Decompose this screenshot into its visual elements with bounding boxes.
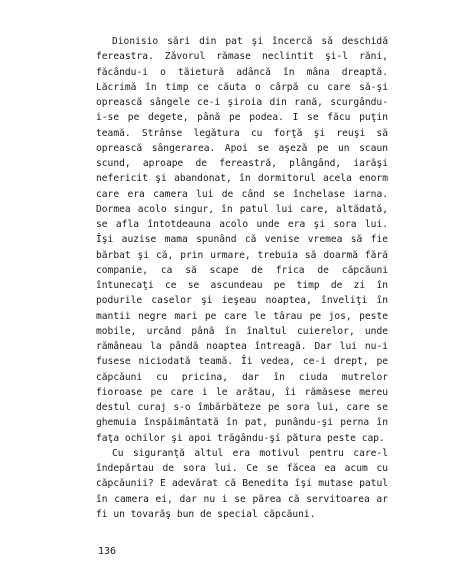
paragraph-2: Cu siguranţă altul era motivul pentru care-l îndepărtau de sora lui. Ce se făcea ea acum cu căpcăunii? E adevărat că Benedita îşi mutase patul în camera ei, dar nu i se părea că servitoarea ar fi un tovarăş bun de special căpcăuni. (96, 447, 388, 520)
page-number: 136 (98, 546, 117, 557)
body-text (96, 34, 388, 522)
paragraph-1: Dionisio sări din pat şi încercă să deschidă fereastra. Zăvorul rămase neclintit şi-l răni, făcându-i o tăietură adâncă în mâna dreaptă. Lăcrimă în timp ce căuta o cârpă cu care să-şi oprească sângele ce-i şiroia din rană, scurgându-i-se pe degete, până pe podea. I se făcu puţin teamă. Strânse legătura cu forţă şi reuşi să oprească sângerarea. Apoi se aşeză pe un scaun scund, aproape de fereastră, plângând, iarăşi nefericit şi abandonat, în dormitorul acela enorm care era camera lui de când se închelase iarna. Dormea acolo singur, în patul lui care, altădată, se afla întotdeauna acolo unde era şi sora lui. Îşi auzise mama spunând că venise vremea să fie bărbat şi că, prin urmare, trebuia să doarmă fără companie, ca să scape de frica de căpcăuni întunecaţi ce se ascundeau pe timp de zi în podurile caselor şi ieşeau noaptea, înveliţi în mantii negre mari pe care le târau pe jos, peste mobile, urcând până în înaltul cuierelor, unde rămâneau la pândă noaptea întreagă. Dar lui nu-i fusese niciodată teamă. Îi vedea, ce-i drept, pe căpcăuni cu pricina, dar în ciuda mutrelor fioroase pe care i le arătau, îi rămăsese mereu destul curaj s-o îmbărbăteze pe sora lui, care se ghemuia înspăimântată în pat, punându-şi perna în faţa ochilor şi apoi trăgându-şi pătura peste cap. (96, 36, 388, 444)
